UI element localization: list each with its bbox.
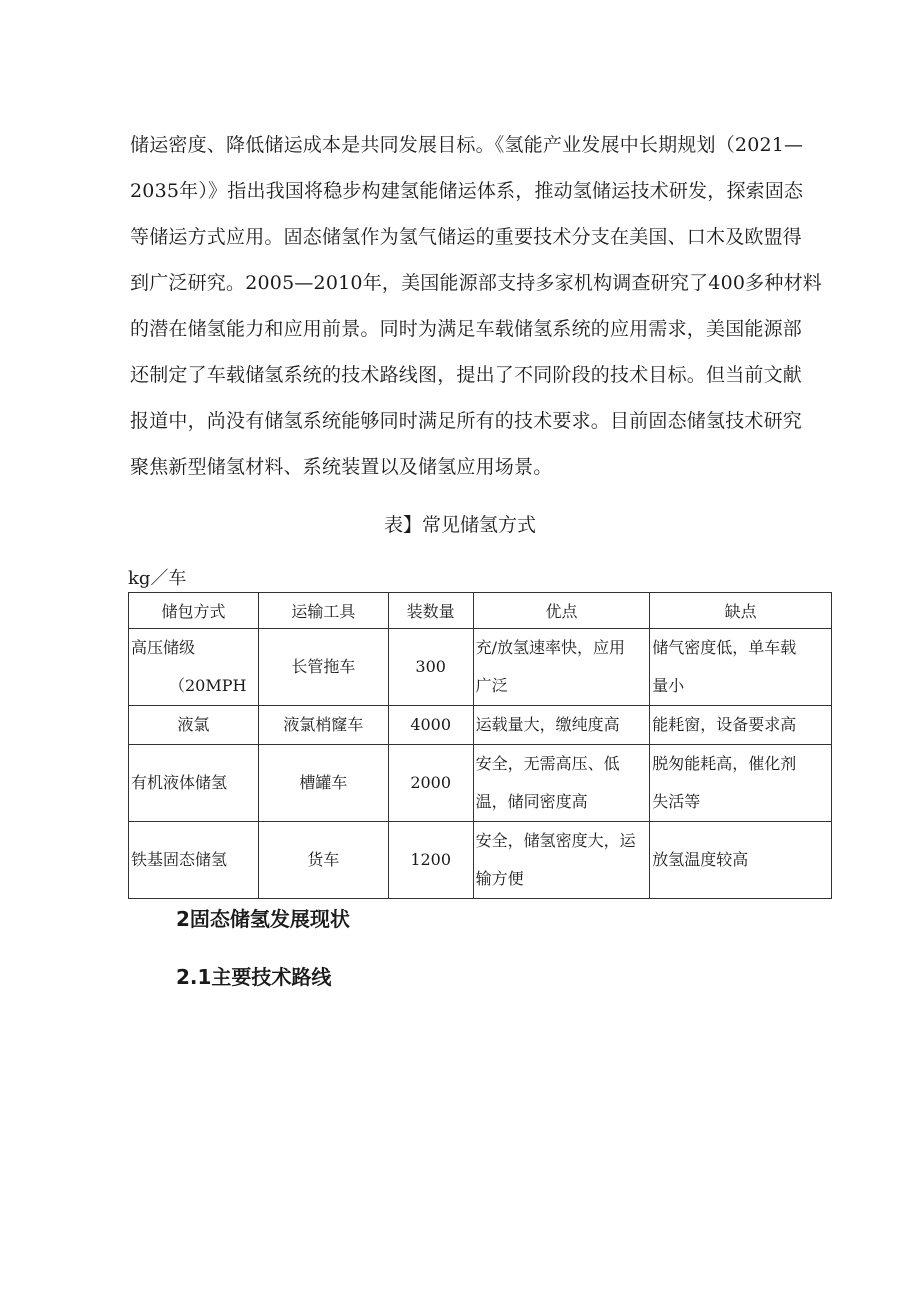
table-cell: 铁基固态储氢 [129,822,259,899]
table-row [129,629,832,706]
paragraph-line: 还制定了车载储氢系统的技术路线图，提出了不同阶段的技术目标。但当前文献 [130,364,803,386]
section-heading: 2固态储氢发展现状 [176,907,350,931]
hydrogen-storage-table [128,592,832,899]
table-cell: 能耗窗，设备要求高 [650,706,832,745]
table-cell: 有机液体储氢 [129,745,259,822]
cell-line: 高压储级 [131,638,196,657]
table-cell [473,629,650,706]
table-cell [129,629,259,706]
cell-line: 储气密度低，单车载 [652,638,797,657]
table-cell: 液氯 [129,706,259,745]
paragraph-line: 等储运方式应用。固态储氢作为氢气储运的重要技术分支在美国、口木及欧盟得 [130,226,803,248]
paragraph-line: 报道中，尚没有储氢系统能够同时满足所有的技术要求。目前固态储氢技术研究 [130,410,803,432]
paragraph-line: 聚焦新型储氢材料、系统装置以及储氢应用场景。 [130,456,553,478]
cell-line: 量小 [652,676,685,695]
table-cell [473,822,650,899]
table-cell [473,745,650,822]
table-cell: 2000 [388,745,473,822]
table-header-row [129,593,832,629]
cell-line: 脱匆能耗高，催化剂 [652,754,797,773]
table-row [129,822,832,899]
table-row [129,745,832,822]
body-paragraph [130,122,835,490]
cell-line: 安全，储氢密度大，运 [475,831,636,850]
table-cell: 货车 [258,822,388,899]
table-cell: 长管拖车 [258,629,388,706]
column-header: 缺点 [650,593,832,629]
table-cell: 液氯梢窿车 [258,706,388,745]
cell-line: （20MPH [169,676,247,695]
column-header: 优点 [473,593,650,629]
subsection-heading: 2.1主要技术路线 [176,965,332,989]
table-cell: 运载量大，缴纯度高 [473,706,650,745]
table-cell: 1200 [388,822,473,899]
paragraph-line: 的潜在储氢能力和应用前景。同时为满足车载储氢系统的应用需求，美国能源部 [130,318,803,340]
paragraph-line: 到广泛研究。2005—2010年，美国能源部支持多家机构调查研究了400多种材料 [130,272,822,294]
column-header: 储包方式 [129,593,259,629]
table-row [129,706,832,745]
table-cell: 槽罐车 [258,745,388,822]
table-cell: 放氢温度较高 [650,822,832,899]
table-cell [650,629,832,706]
column-header: 装数量 [388,593,473,629]
table-cell: 4000 [388,706,473,745]
cell-line: 安全，无需高压、低 [475,754,620,773]
column-header: 运输工具 [258,593,388,629]
table-cell: 300 [388,629,473,706]
table-unit-label: kg／车 [128,568,187,589]
cell-line: 失活等 [652,792,701,811]
cell-line: 输方便 [475,869,524,888]
table-cell [650,745,832,822]
cell-line: 充/放氢速率快，应用 [475,638,626,657]
table-caption: 表】常见储氢方式 [383,514,536,536]
paragraph-line: 2035年）》指出我国将稳步构建氢能储运体系，推动氢储运技术研发，探索固态 [130,180,804,202]
cell-line: 广泛 [475,676,508,695]
paragraph-line: 储运密度、降低储运成本是共同发展目标。《氢能产业发展中长期规划（2021— [130,134,804,156]
cell-line: 温，储同密度高 [475,792,588,811]
